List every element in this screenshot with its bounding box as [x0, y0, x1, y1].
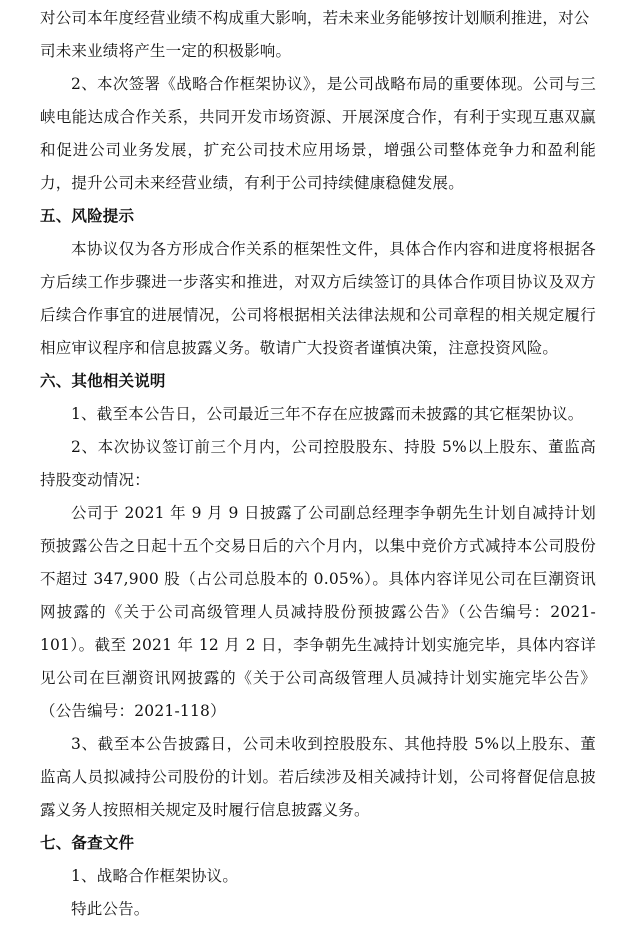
paragraph-other-2: 2、本次协议签订前三个月内，公司控股股东、持股 5%以上股东、董监高持股变动情况：: [40, 438, 596, 489]
heading-section-5: 五、风险提示: [40, 207, 135, 225]
paragraph-intro-continuation: 对公司本年度经营业绩不构成重大影响，若未来业务能够按计划顺利推进，对公司未来业绩将产生一定的积极影响。: [40, 9, 590, 60]
paragraph-file-1: 1、战略合作框架协议。: [71, 867, 239, 885]
paragraph-item-2: 2、本次签署《战略合作框架协议》，是公司战略布局的重要体现。公司与三峡电能达成合作关系，共同开发市场资源、开展深度合作，有利于实现互惠双赢和促进公司业务发展，扩充公司技术应用场景，增强公司整体竞争力和盈利能力，提升公司未来经营业绩，有利于公司持续健康稳健发展。: [40, 75, 596, 192]
paragraph-other-3: 3、截至本公告披露日，公司未收到控股股东、其他持股 5%以上股东、董监高人员拟减持公司股份的计划。若后续涉及相关减持计划，公司将督促信息披露义务人按照相关规定及时履行信息披露义务。: [40, 735, 596, 819]
paragraph-other-1: 1、截至本公告日，公司最近三年不存在应披露而未披露的其它框架协议。: [71, 405, 584, 423]
heading-section-6: 六、其他相关说明: [40, 372, 166, 390]
paragraph-closing: 特此公告。: [71, 900, 150, 918]
paragraph-other-2-detail: 公司于 2021 年 9 月 9 日披露了公司副总经理李争朝先生计划自减持计划预披露公告之日起十五个交易日后的六个月内，以集中竞价方式减持本公司股份不超过 347,900 股（占公司总股本的 0.05%）。具体内容详见公司在巨潮资讯网披露的《关于公司高级管理人员减持股份预披露公告》（公告编号：2021-101）。截至 2021 年 12 月 2 日，李争朝先生减持计划实施完毕，具体内容详见公司在巨潮资讯网披露的《关于公司高级管理人员减持计划实施完毕公告》（公告编号：2021-118）: [40, 504, 596, 720]
heading-section-7: 七、备查文件: [40, 834, 135, 852]
paragraph-risk: 本协议仅为各方形成合作关系的框架性文件，具体合作内容和进度将根据各方后续工作步骤进一步落实和推进，对双方后续签订的具体合作项目协议及双方后续合作事宜的进展情况，公司将根据相关法律法规和公司章程的相关规定履行相应审议程序和信息披露义务。敬请广大投资者谨慎决策，注意投资风险。: [40, 240, 596, 357]
